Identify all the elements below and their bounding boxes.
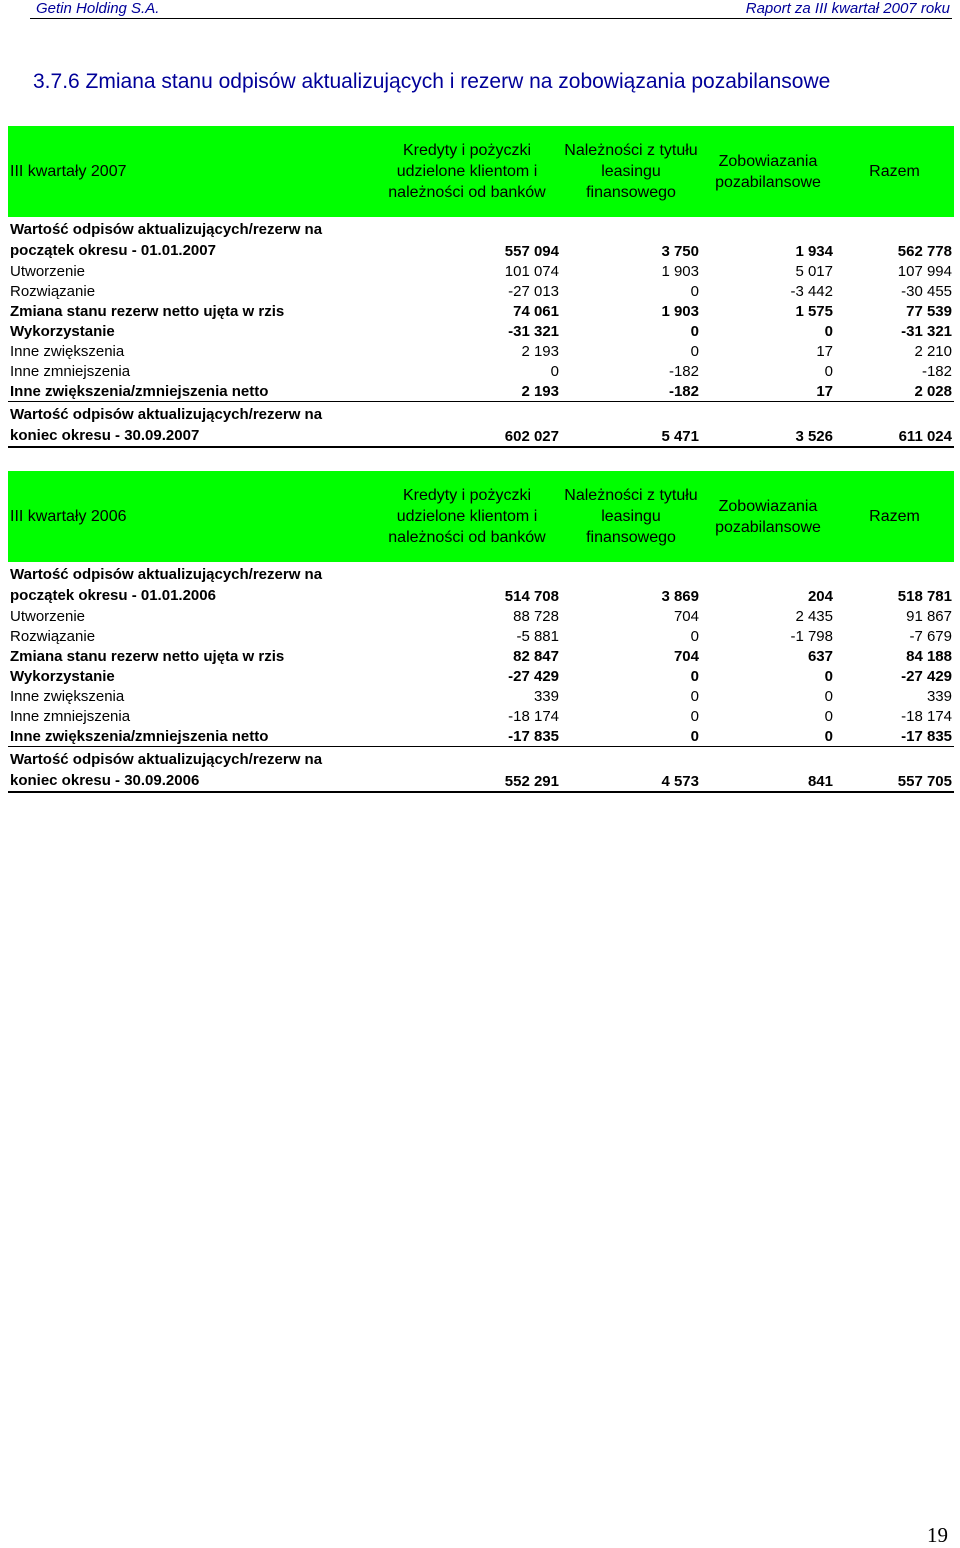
provisions-table-2007 — [8, 126, 954, 448]
cell-total: 557 705 — [835, 747, 954, 793]
cell-loans: 2 193 — [521, 343, 559, 360]
row-label: Inne zmniejszenia — [10, 363, 131, 380]
row-label: Utworzenie — [10, 263, 86, 280]
cell-off-balance: 0 — [824, 323, 833, 340]
row-label: Wartość odpisów aktualizujących/rezerw na początek okresu - 01.01.2007 — [10, 221, 323, 259]
column-header-loans: Kredyty i pożyczki udzielone klientom i należności od banków — [373, 126, 561, 217]
row-label: Wartość odpisów aktualizujących/rezerw na koniec okresu - 30.09.2007 — [8, 402, 373, 448]
row-label: Wykorzystanie — [10, 323, 115, 340]
table-row — [8, 341, 954, 361]
cell-off-balance: 3 526 — [701, 402, 835, 448]
table-row — [8, 606, 954, 626]
row-label: Utworzenie — [10, 608, 86, 625]
table-row — [8, 562, 954, 606]
column-header-off-balance: Zobowiazania pozabilansowe — [701, 471, 835, 562]
table-row — [8, 261, 954, 281]
cell-loans: -31 321 — [508, 323, 559, 340]
table-row — [8, 666, 954, 686]
column-header-leasing: Należności z tytułu leasingu finansowego — [561, 471, 701, 562]
cell-off-balance: 2 435 — [795, 608, 833, 625]
cell-leasing: -182 — [668, 363, 699, 380]
cell-leasing: 0 — [690, 688, 699, 705]
cell-total: -30 455 — [901, 283, 952, 300]
cell-loans: -18 174 — [508, 708, 559, 725]
cell-loans: -27 429 — [508, 668, 559, 685]
column-header-off-balance: Zobowiazania pozabilansowe — [701, 126, 835, 217]
column-header-total: Razem — [835, 126, 954, 217]
cell-loans: 602 027 — [373, 402, 561, 448]
row-label: Inne zwiększenia — [10, 688, 125, 705]
cell-leasing: 4 573 — [561, 747, 701, 793]
cell-leasing: 704 — [673, 608, 699, 625]
cell-total: 339 — [926, 688, 952, 705]
row-label: Inne zwiększenia/zmniejszenia netto — [8, 726, 373, 747]
cell-leasing: 0 — [690, 343, 699, 360]
cell-loans: 552 291 — [373, 747, 561, 793]
section-title: 3.7.6 Zmiana stanu odpisów aktualizujących i rezerw na zobowiązania pozabilansowe — [33, 70, 831, 93]
cell-total: 91 867 — [906, 608, 952, 625]
header-divider — [30, 18, 952, 19]
cell-off-balance: 1 575 — [795, 303, 833, 320]
cell-total: 518 781 — [897, 588, 952, 605]
period-header: III kwartały 2006 — [8, 471, 373, 562]
cell-loans: 88 728 — [513, 608, 559, 625]
table-row — [8, 747, 954, 793]
cell-off-balance: 637 — [807, 648, 833, 665]
row-label: Wartość odpisów aktualizujących/rezerw na koniec okresu - 30.09.2006 — [8, 747, 373, 793]
cell-leasing: 0 — [690, 708, 699, 725]
table-row — [8, 281, 954, 301]
table-header-row — [8, 471, 954, 562]
table-row — [8, 402, 954, 448]
cell-total: -182 — [921, 363, 952, 380]
cell-loans: 339 — [533, 688, 559, 705]
report-period-title: Raport za III kwartał 2007 roku — [745, 0, 950, 17]
cell-off-balance: 0 — [824, 668, 833, 685]
row-label: Zmiana stanu rezerw netto ujęta w rzis — [10, 303, 285, 320]
row-label: Rozwiązanie — [10, 628, 96, 645]
cell-loans: -5 881 — [516, 628, 559, 645]
cell-off-balance: 0 — [701, 726, 835, 747]
cell-total: -18 174 — [901, 708, 952, 725]
table-header-row — [8, 126, 954, 217]
row-label: Inne zmniejszenia — [10, 708, 131, 725]
cell-loans: 82 847 — [513, 648, 559, 665]
cell-leasing: -182 — [561, 381, 701, 402]
cell-leasing: 0 — [561, 726, 701, 747]
cell-total: -7 679 — [909, 628, 952, 645]
cell-leasing: 704 — [673, 648, 699, 665]
table-row — [8, 301, 954, 321]
cell-loans: -27 013 — [508, 283, 559, 300]
cell-leasing: 0 — [690, 628, 699, 645]
cell-total: 562 778 — [897, 243, 952, 260]
cell-loans: 74 061 — [513, 303, 559, 320]
table-row — [8, 726, 954, 747]
cell-off-balance: 0 — [824, 363, 833, 380]
row-label: Wartość odpisów aktualizujących/rezerw na początek okresu - 01.01.2006 — [10, 566, 323, 604]
period-header: III kwartały 2007 — [8, 126, 373, 217]
table-row — [8, 361, 954, 381]
row-label: Wykorzystanie — [10, 668, 115, 685]
row-label: Rozwiązanie — [10, 283, 96, 300]
column-header-total: Razem — [835, 471, 954, 562]
cell-off-balance: 841 — [701, 747, 835, 793]
cell-total: 2 028 — [835, 381, 954, 402]
cell-leasing: 3 750 — [661, 243, 699, 260]
table-row — [8, 646, 954, 666]
report-company-name: Getin Holding S.A. — [36, 0, 160, 17]
cell-total: 2 210 — [914, 343, 952, 360]
row-label: Inne zwiększenia — [10, 343, 125, 360]
cell-leasing: 5 471 — [561, 402, 701, 448]
page-number: 19 — [927, 1523, 948, 1547]
cell-total: 84 188 — [906, 648, 952, 665]
row-label: Zmiana stanu rezerw netto ujęta w rzis — [10, 648, 285, 665]
cell-off-balance: 204 — [807, 588, 833, 605]
cell-loans: -17 835 — [373, 726, 561, 747]
table-row — [8, 321, 954, 341]
cell-off-balance: -3 442 — [790, 283, 833, 300]
table-row — [8, 381, 954, 402]
cell-off-balance: 17 — [701, 381, 835, 402]
table-row — [8, 626, 954, 646]
cell-off-balance: 0 — [824, 708, 833, 725]
cell-total: -31 321 — [901, 323, 952, 340]
table-row — [8, 217, 954, 261]
cell-loans: 0 — [550, 363, 559, 380]
cell-off-balance: 0 — [824, 688, 833, 705]
cell-total: 77 539 — [906, 303, 952, 320]
cell-total: 611 024 — [835, 402, 954, 448]
cell-off-balance: 1 934 — [795, 243, 833, 260]
provisions-table-2006 — [8, 471, 954, 793]
table-row — [8, 686, 954, 706]
cell-loans: 557 094 — [504, 243, 559, 260]
cell-loans: 2 193 — [373, 381, 561, 402]
cell-loans: 514 708 — [504, 588, 559, 605]
cell-total: 107 994 — [897, 263, 952, 280]
column-header-loans: Kredyty i pożyczki udzielone klientom i należności od banków — [373, 471, 561, 562]
cell-off-balance: 17 — [816, 343, 833, 360]
cell-leasing: 0 — [690, 668, 699, 685]
cell-leasing: 1 903 — [661, 303, 699, 320]
cell-leasing: 0 — [690, 283, 699, 300]
cell-total: -17 835 — [835, 726, 954, 747]
column-header-leasing: Należności z tytułu leasingu finansowego — [561, 126, 701, 217]
row-label: Inne zwiększenia/zmniejszenia netto — [8, 381, 373, 402]
cell-leasing: 3 869 — [661, 588, 699, 605]
table-row — [8, 706, 954, 726]
cell-leasing: 0 — [690, 323, 699, 340]
cell-total: -27 429 — [901, 668, 952, 685]
cell-off-balance: 5 017 — [795, 263, 833, 280]
cell-leasing: 1 903 — [661, 263, 699, 280]
cell-off-balance: -1 798 — [790, 628, 833, 645]
cell-loans: 101 074 — [504, 263, 559, 280]
